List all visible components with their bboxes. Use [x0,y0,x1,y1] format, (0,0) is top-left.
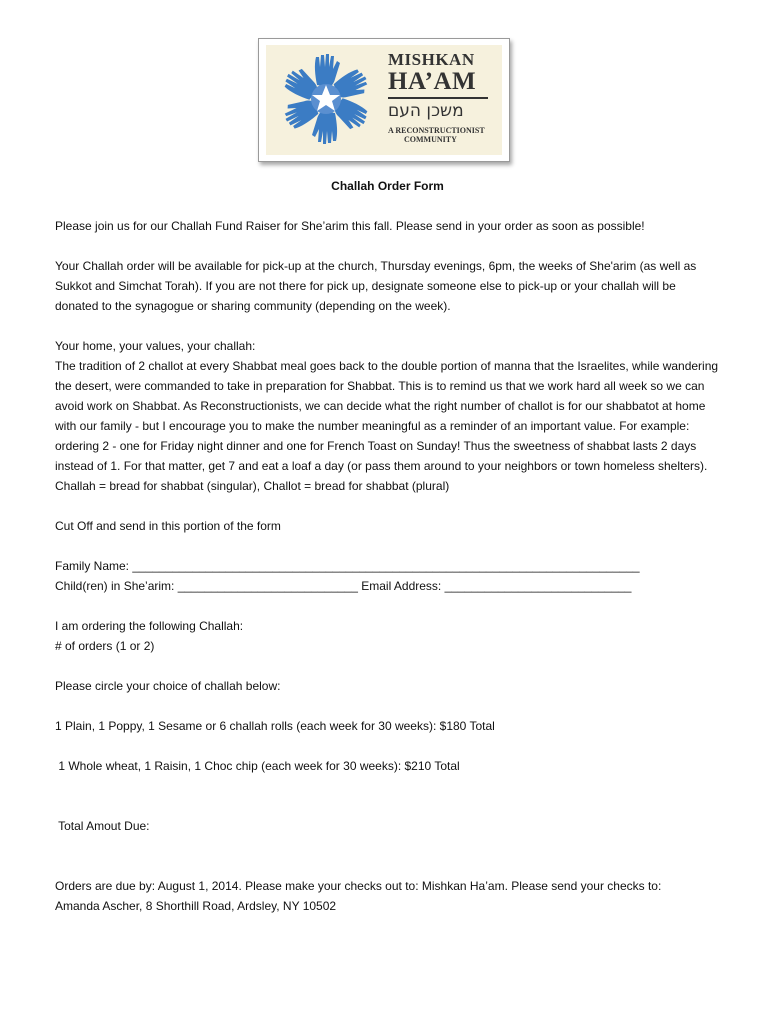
tradition-paragraph: The tradition of 2 challot at every Shabbat meal goes back to the double portion of manna that the Israelites, while wandering the desert, were commanded to take in preparation for Shabbat. This is to remind us that we work hard all week so we can avoid work on Shabbat. As Reconstructionists, we can decide what the right number of challot is for our shabbatot at home with our family - but I encourage you to make the number meaningful as a reminder of an important value. For example: ordering 2 - one for Friday night dinner and one for French Toast on Sunday! Thus the sweetness of shabbat lasts 2 days instead of 1. For that matter, get 7 and eat a loaf a day (or pass them around to your neighbors or town homeless shelters). Challah = bread for shabbat (singular), Challot = bread for shabbat (plural) [55,359,719,493]
form-title: Challah Order Form [331,179,444,193]
pickup-paragraph: Your Challah order will be available for pick-up at the church, Thursday evenings, 6pm, the weeks of She'arim (as well as Sukkot and Simchat Torah). If you are not there for pick up, designate someone else to pick-up or your challah will be donated to the synagogue or sharing community (depending on the week). [55,259,697,313]
logo-title-line1: MISHKAN [388,50,475,69]
due-date-line: Orders are due by: August 1, 2014. Please make your checks out to: Mishkan Ha’am. Please send your checks to: [55,879,662,893]
logo-subtitle-line2: COMMUNITY [404,135,457,144]
mailing-address: Amanda Ascher, 8 Shorthill Road, Ardsley, NY 10502 [55,899,337,913]
values-heading: Your home, your values, your challah: [55,339,256,353]
num-orders-field[interactable]: # of orders (1 or 2) [55,639,155,653]
order-form [55,176,720,916]
family-name-field[interactable]: Family Name: ____________________________________________________________________________ [55,559,640,573]
logo-divider [388,97,488,99]
logo-hebrew-name: משכן העם [388,101,464,121]
logo-text [388,51,502,144]
circle-choice-instruction: Please circle your choice of challah below: [55,679,281,693]
challah-option-1[interactable]: 1 Plain, 1 Poppy, 1 Sesame or 6 challah rolls (each week for 30 weeks): $180 Total [55,719,495,733]
logo-subtitle [388,126,502,144]
ordering-heading: I am ordering the following Challah: [55,619,244,633]
challah-option-2[interactable]: 1 Whole wheat, 1 Raisin, 1 Choc chip (each week for 30 weeks): $210 Total [55,759,460,773]
intro-paragraph: Please join us for our Challah Fund Raiser for She’arim this fall. Please send in your order as soon as possible! [55,219,645,233]
hands-star-icon [270,49,382,149]
logo-frame [258,38,510,162]
children-email-fields[interactable]: Child(ren) in She’arim: ___________________________ Email Address: ____________________________ [55,579,632,593]
cutoff-instruction: Cut Off and send in this portion of the form [55,519,281,533]
logo [266,45,502,155]
logo-title-line2: HA’AM [388,68,477,95]
total-amount-due[interactable]: Total Amout Due: [55,819,150,833]
logo-subtitle-line1: A RECONSTRUCTIONIST [388,126,485,135]
